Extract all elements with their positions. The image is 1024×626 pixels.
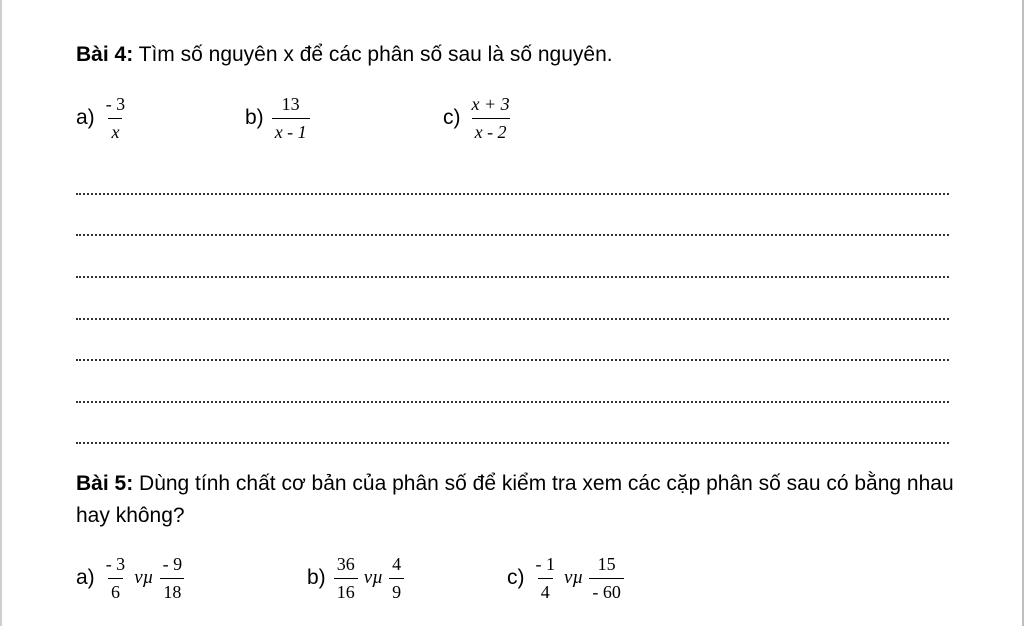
answer-line[interactable] xyxy=(76,401,949,403)
fraction-denominator: 6 xyxy=(108,578,123,603)
exercise-4-label: Bài 4: xyxy=(76,43,134,66)
fraction-numerator: 13 xyxy=(281,93,300,114)
ex5-fraction-a2 xyxy=(160,554,186,603)
exercise-4-text: Tìm số nguyên x để các phân số sau là số nguyên. xyxy=(133,43,613,66)
ex5-fraction-c2 xyxy=(589,554,624,603)
ex4-item-c-label: c) xyxy=(443,106,461,129)
ex4-item-b-label: b) xyxy=(245,106,264,129)
exercise-5-text: Dùng tính chất cơ bản của phân số để kiểm tra xem các cặp phân số sau có bằng nhau hay không? xyxy=(76,472,954,527)
ex5-fraction-a1 xyxy=(103,554,129,603)
exercise-5-heading xyxy=(76,468,956,532)
ex5-item-a-label: a) xyxy=(76,566,95,589)
ex5-item-a xyxy=(76,548,185,608)
ex4-item-a-label: a) xyxy=(76,106,95,129)
fraction-numerator: 4 xyxy=(392,553,402,574)
answer-line[interactable] xyxy=(76,193,949,195)
fraction-denominator: 4 xyxy=(538,578,553,603)
ex5-item-b xyxy=(307,548,404,608)
ex4-fraction-a xyxy=(103,94,129,143)
exercise-5-label: Bài 5: xyxy=(76,472,134,495)
ex5-item-c xyxy=(507,548,624,608)
connector-text: vµ xyxy=(134,567,154,588)
answer-line[interactable] xyxy=(76,276,949,278)
answer-line[interactable] xyxy=(76,442,949,444)
answer-line[interactable] xyxy=(76,318,949,320)
fraction-denominator: 16 xyxy=(334,578,358,603)
fraction-numerator: - 1 xyxy=(535,553,555,574)
fraction-denominator: 9 xyxy=(389,578,404,603)
fraction-denominator: - 60 xyxy=(589,578,624,603)
answer-line[interactable] xyxy=(76,359,949,361)
fraction-denominator: x xyxy=(108,118,122,143)
ex4-fraction-b xyxy=(272,94,310,143)
fraction-numerator: 36 xyxy=(336,553,355,574)
ex4-item-c xyxy=(443,88,513,148)
fraction-numerator: 15 xyxy=(597,553,616,574)
fraction-numerator: - 3 xyxy=(105,553,126,574)
fraction-denominator: 18 xyxy=(160,578,184,603)
ex4-fraction-c xyxy=(469,94,513,143)
exercise-4-heading xyxy=(76,42,613,68)
ex5-item-b-label: b) xyxy=(307,566,326,589)
ex4-item-b xyxy=(245,88,310,148)
ex4-item-a xyxy=(76,88,128,148)
connector-text: vµ xyxy=(363,567,384,588)
fraction-denominator: x - 2 xyxy=(472,118,510,143)
connector-text: vµ xyxy=(564,567,584,588)
fraction-denominator: x - 1 xyxy=(272,118,310,143)
ex5-fraction-c1 xyxy=(533,554,559,603)
fraction-numerator: - 3 xyxy=(105,93,126,114)
ex5-fraction-b2 xyxy=(389,554,404,603)
fraction-numerator: - 9 xyxy=(162,553,183,574)
page-left-edge xyxy=(0,0,2,626)
fraction-numerator: x + 3 xyxy=(471,93,510,114)
answer-line[interactable] xyxy=(76,234,949,236)
ex5-item-c-label: c) xyxy=(507,566,525,589)
ex5-fraction-b1 xyxy=(334,554,358,603)
